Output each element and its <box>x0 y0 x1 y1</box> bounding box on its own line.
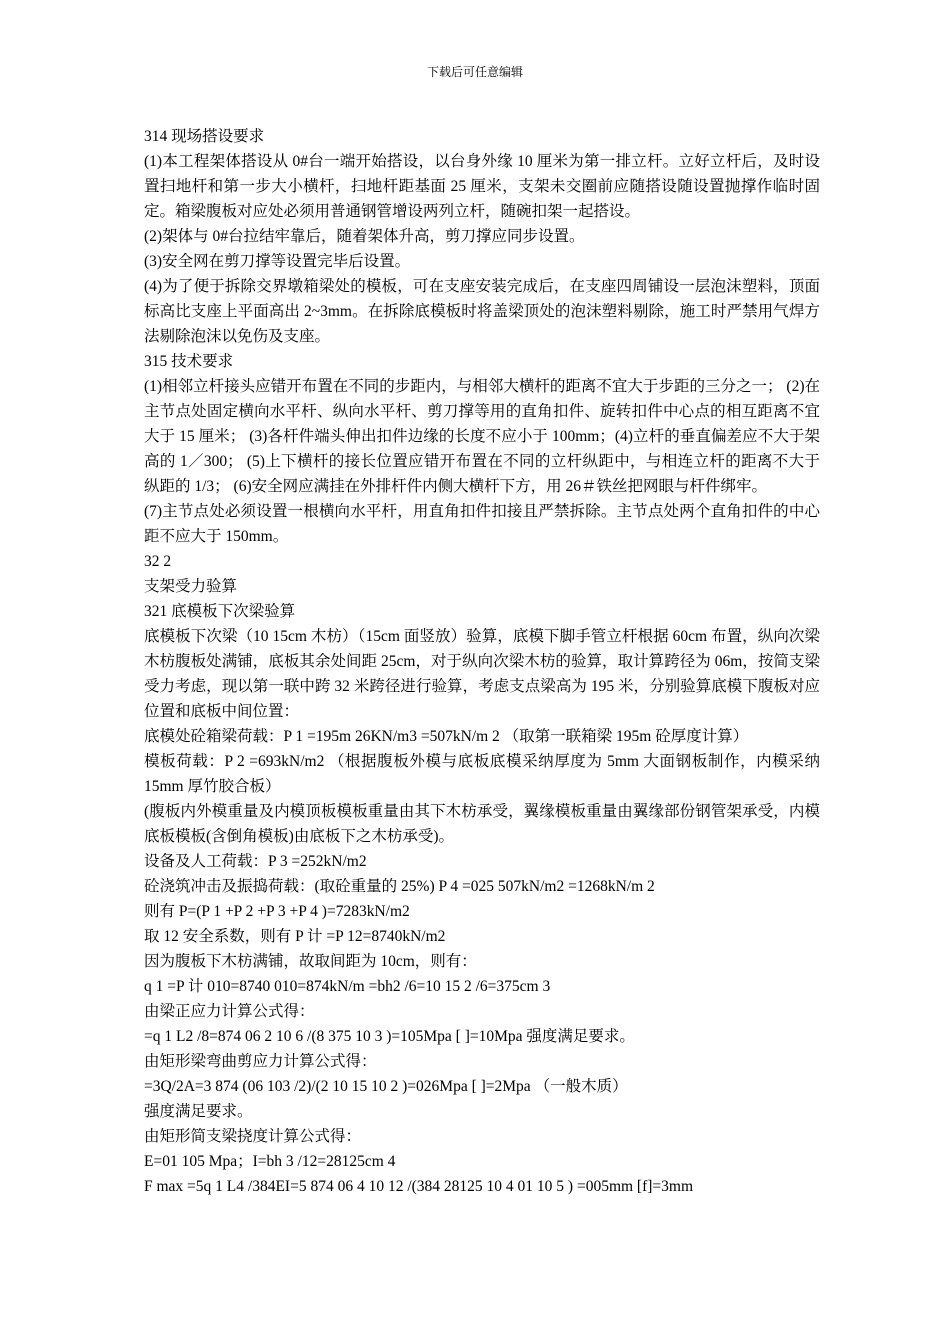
paragraph-tech-1-6: (1)相邻立杆接头应错开布置在不同的步距内，与相邻大横杆的距离不宜大于步距的三分之一； (2)在主节点处固定横向水平杆、纵向水平杆、剪刀撑等用的直角扣件、旋转扣件中心点的相互距离不宜大于 15 厘米； (3)各杆件端头伸出扣件边缘的长度不应小于 100mm；(4)立杆的垂直偏差应不大于架高的 1／300； (5)上下横杆的接长位置应错开布置在不同的立杆纵距中，与相连立杆的距离不大于纵距的 1/3； (6)安全网应满挂在外排杆件内侧大横杆下方，用 26＃铁丝把网眼与杆件绑牢。 <box>144 378 820 495</box>
formula-fmax: F max =5q 1 L4 /384EI=5 874 06 4 10 12 /(384 28125 10 4 01 10 5 ) =005mm [f]=3mm <box>144 1178 694 1195</box>
paragraph-safety-factor: 取 12 安全系数，则有 P 计 =P 12=8740kN/m2 <box>144 928 446 945</box>
formula-normal-stress: =q 1 L2 /8=874 06 2 10 6 /(8 375 10 3 )=105Mpa [ ]=10Mpa 强度满足要求。 <box>144 1028 635 1045</box>
paragraph-formwork-note: (腹板内外模重量及内模顶板模板重量由其下木枋承受，翼缘模板重量由翼缘部份钢管架承受，内模底板模板(含倒角模板)由底板下之木枋承受)。 <box>144 803 820 845</box>
paragraph-beam-intro: 底模板下次梁（10 15cm 木枋）（15cm 面竖放）验算，底模下脚手管立杆根据 60cm 布置，纵向次梁木枋腹板处满铺，底板其余处间距 25cm，对于纵向次梁木枋的验算，取计算跨径为 06m，按简支梁受力考虑，现以第一联中跨 32 米跨径进行验算，考虑支点梁高为 195 米，分别验算底模下腹板对应位置和底板中间位置： <box>144 628 820 720</box>
formula-shear-stress: =3Q/2A=3 874 (06 103 /2)/(2 10 15 10 2 )=026Mpa [ ]=2Mpa （一般木质） <box>144 1078 628 1095</box>
paragraph-load-p2: 模板荷载：P 2 =693kN/m2 （根据腹板外模与底板底模采纳厚度为 5mm 大面钢板制作，内模采纳 15mm 厚竹胶合板） <box>144 753 820 795</box>
paragraph-load-p3: 设备及人工荷载：P 3 =252kN/m2 <box>144 853 367 870</box>
paragraph-shear-stress: 由矩形梁弯曲剪应力计算公式得： <box>144 1053 377 1070</box>
paragraph-item-3: (3)安全网在剪刀撑等设置完毕后设置。 <box>144 253 411 270</box>
page-header-note: 下载后可任意编辑 <box>426 65 523 79</box>
heading-support-check: 支架受力验算 <box>144 578 238 595</box>
paragraph-item-4: (4)为了便于拆除交界墩箱梁处的模板，可在支座安装完成后，在支座四周铺设一层泡沫塑料，顶面标高比支座上平面高出 2~3mm。在拆除底模板时将盖梁顶处的泡沫塑料剔除，施工时严禁用气焊方法剔除泡沫以免伤及支座。 <box>144 278 820 345</box>
paragraph-load-p1: 底模处砼箱梁荷载：P 1 =195m 26KN/m3 =507kN/m 2 （取第一联箱梁 195m 砼厚度计算） <box>144 728 749 745</box>
paragraph-normal-stress: 由梁正应力计算公式得： <box>144 1003 315 1020</box>
paragraph-deflection: 由矩形简支梁挠度计算公式得： <box>144 1128 362 1145</box>
paragraph-spacing: 因为腹板下木枋满铺，故取间距为 10cm，则有： <box>144 953 477 970</box>
paragraph-load-total: 则有 P=(P 1 +P 2 +P 3 +P 4 )=7283kN/m2 <box>144 903 410 920</box>
paragraph-load-p4: 砼浇筑冲击及振捣荷载：(取砼重量的 25%) P 4 =025 507kN/m2 =1268kN/m 2 <box>144 878 655 895</box>
document-body <box>144 124 820 1199</box>
paragraph-strength-ok: 强度满足要求。 <box>144 1103 253 1120</box>
heading-32: 32 2 <box>144 553 172 570</box>
paragraph-item-1: (1)本工程架体搭设从 0#台一端开始搭设，以台身外缘 10 厘米为第一排立杆。立好立杆后，及时设置扫地杆和第一步大小横杆，扫地杆距基面 25 厘米，支架未交圈前应随搭设随设置抛撑作临时固定。箱梁腹板对应处必须用普通钢管增设两列立杆，随碗扣架一起搭设。 <box>144 153 820 220</box>
formula-modulus: E=01 105 Mpa；I=bh 3 /12=28125cm 4 <box>144 1153 396 1170</box>
paragraph-tech-7: (7)主节点处必须设置一根横向水平杆，用直角扣件扣接且严禁拆除。主节点处两个直角扣件的中心距不应大于 150mm。 <box>144 503 820 545</box>
heading-314: 314 现场搭设要求 <box>144 128 265 145</box>
heading-315: 315 技术要求 <box>144 353 234 370</box>
formula-q1: q 1 =P 计 010=8740 010=874kN/m =bh2 /6=10 15 2 /6=375cm 3 <box>144 978 551 995</box>
paragraph-item-2: (2)架体与 0#台拉结牢靠后，随着架体升高，剪刀撑应同步设置。 <box>144 228 585 245</box>
heading-321: 321 底模板下次梁验算 <box>144 603 296 620</box>
